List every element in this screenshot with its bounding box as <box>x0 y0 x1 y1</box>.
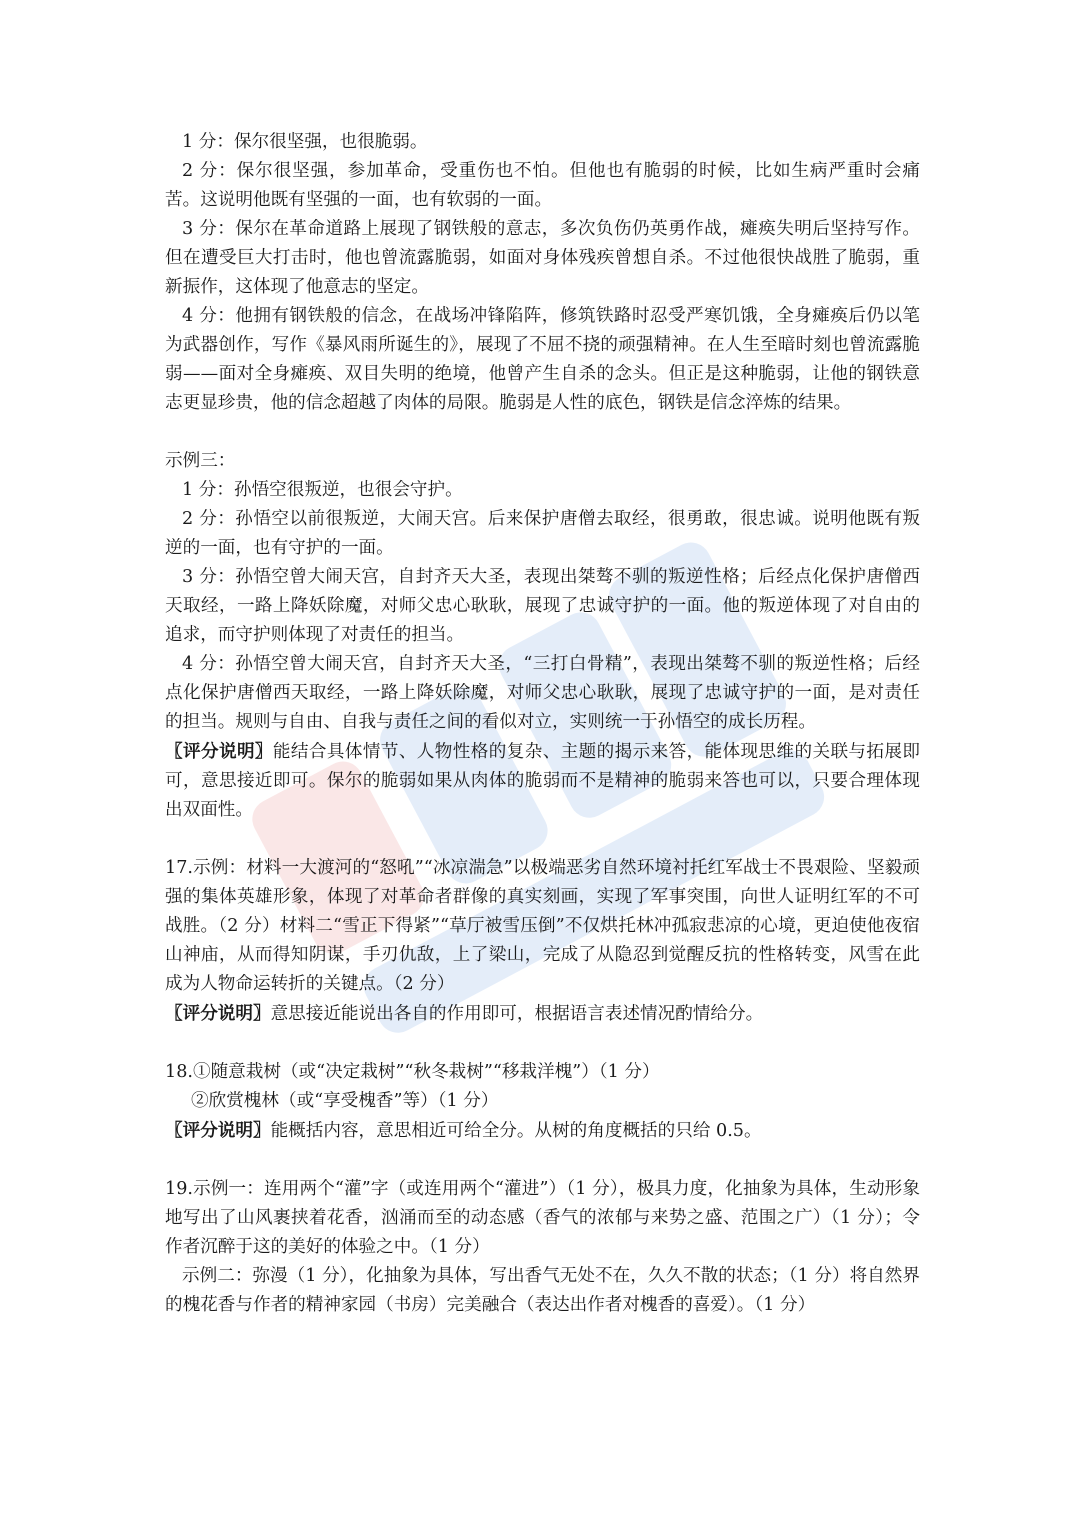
paul-score-2: 2 分：保尔很坚强，参加革命，受重伤也不怕。但他也有脆弱的时候，比如生病严重时会痛苦。这说明他既有坚强的一面，也有软弱的一面。 <box>165 161 920 210</box>
paul-score-1: 1 分：保尔很坚强，也很脆弱。 <box>182 132 428 152</box>
question-18-line-1: 18.①随意栽树（或“决定栽树”“秋冬栽树”“移栽洋槐”）（1 分） <box>165 1062 660 1082</box>
scoring-note-text: 能结合具体情节、人物性格的复杂、主题的揭示来答，能体现思维的关联与拓展即可，意思接近即可。保尔的脆弱如果从肉体的脆弱而不是精神的脆弱来答也可以，只要合理体现出双面性。 <box>165 742 920 820</box>
wukong-score-4: 4 分：孙悟空曾大闹天宫，自封齐天大圣，“三打白骨精”，表现出桀骜不驯的叛逆性格；后经点化保护唐僧西天取经，一路上降妖除魔，对师父忠心耿耿，展现了忠诚守护的一面，是对责任的担当。规则与自由、自我与责任之间的看似对立，实则统一于孙悟空的成长历程。 <box>165 654 920 732</box>
spacer <box>165 1029 920 1058</box>
paul-score-3: 3 分：保尔在革命道路上展现了钢铁般的意志，多次负伤仍英勇作战，瘫痪失明后坚持写作。但在遭受巨大打击时，他也曾流露脆弱，如面对身体残疾曾想自杀。不过他很快战胜了脆弱，重新振作，这体现了他意志的坚定。 <box>165 219 920 297</box>
spacer <box>165 825 920 854</box>
scoring-note-label: 〖评分说明〗 <box>165 1003 271 1024</box>
question-19-example-2: 示例二：弥漫（1 分），化抽象为具体，写出香气无处不在，久久不散的状态；（1 分）将自然界的槐花香与作者的精神家园（书房）完美融合（表达出作者对槐香的喜爱）。（1 分） <box>165 1266 920 1315</box>
scoring-note-label: 〖评分说明〗 <box>165 741 273 762</box>
scoring-note-label: 〖评分说明〗 <box>165 1120 271 1141</box>
wukong-score-1: 1 分：孙悟空很叛逆，也很会守护。 <box>182 480 463 500</box>
spacer <box>165 418 920 447</box>
q18-scoring-note <box>165 1116 920 1146</box>
wukong-score-2: 2 分：孙悟空以前很叛逆，大闹天宫。后来保护唐僧去取经，很勇敢，很忠诚。说明他既有叛逆的一面，也有守护的一面。 <box>165 509 920 558</box>
question-17-answer: 17.示例：材料一大渡河的“怒吼”“冰凉湍急”以极端恶劣自然环境衬托红军战士不畏艰险、坚毅顽强的集体英雄形象，体现了对革命者群像的真实刻画，实现了军事突围，向世人证明红军的不可战胜。（2 分）材料二“雪正下得紧”“草厅被雪压倒”不仅烘托林冲孤寂悲凉的心境，更迫使他夜宿山神庙，从而得知阴谋，手刃仇敌，上了梁山，完成了从隐忍到觉醒反抗的性格转变，风雪在此成为人物命运转折的关键点。（2 分） <box>165 858 920 994</box>
answer-document <box>165 128 920 1320</box>
example3-scoring-note <box>165 737 920 825</box>
q17-scoring-note <box>165 999 920 1029</box>
paul-score-4: 4 分：他拥有钢铁般的信念，在战场冲锋陷阵，修筑铁路时忍受严寒饥饿，全身瘫痪后仍以笔为武器创作，写作《暴风雨所诞生的》，展现了不屈不挠的顽强精神。在人生至暗时刻也曾流露脆弱——面对全身瘫痪、双目失明的绝境，他曾产生自杀的念头。但正是这种脆弱，让他的钢铁意志更显珍贵，他的信念超越了肉体的局限。脆弱是人性的底色，钢铁是信念淬炼的结果。 <box>165 306 920 413</box>
scoring-note-text: 意思接近能说出各自的作用即可，根据语言表述情况酌情给分。 <box>270 1004 764 1024</box>
scoring-note-text: 能概括内容，意思相近可给全分。从树的角度概括的只给 0.5。 <box>270 1121 762 1141</box>
wukong-score-3: 3 分：孙悟空曾大闹天宫，自封齐天大圣，表现出桀骜不驯的叛逆性格；后经点化保护唐僧西天取经，一路上降妖除魔，对师父忠心耿耿，展现了忠诚守护的一面。他的叛逆体现了对自由的追求，而守护则体现了对责任的担当。 <box>165 567 920 645</box>
example3-title: 示例三： <box>165 451 236 471</box>
question-18-line-2: ②欣赏槐林（或“享受槐香”等）（1 分） <box>191 1091 499 1111</box>
question-19-example-1: 19.示例一：连用两个“灌”字（或连用两个“灌进”）（1 分），极具力度，化抽象为具体，生动形象地写出了山风裹挟着花香，汹涌而至的动态感（香气的浓郁与来势之盛、范围之广）（1 分）；令作者沉醉于这的美好的体验之中。（1 分） <box>165 1179 920 1257</box>
spacer <box>165 1146 920 1175</box>
